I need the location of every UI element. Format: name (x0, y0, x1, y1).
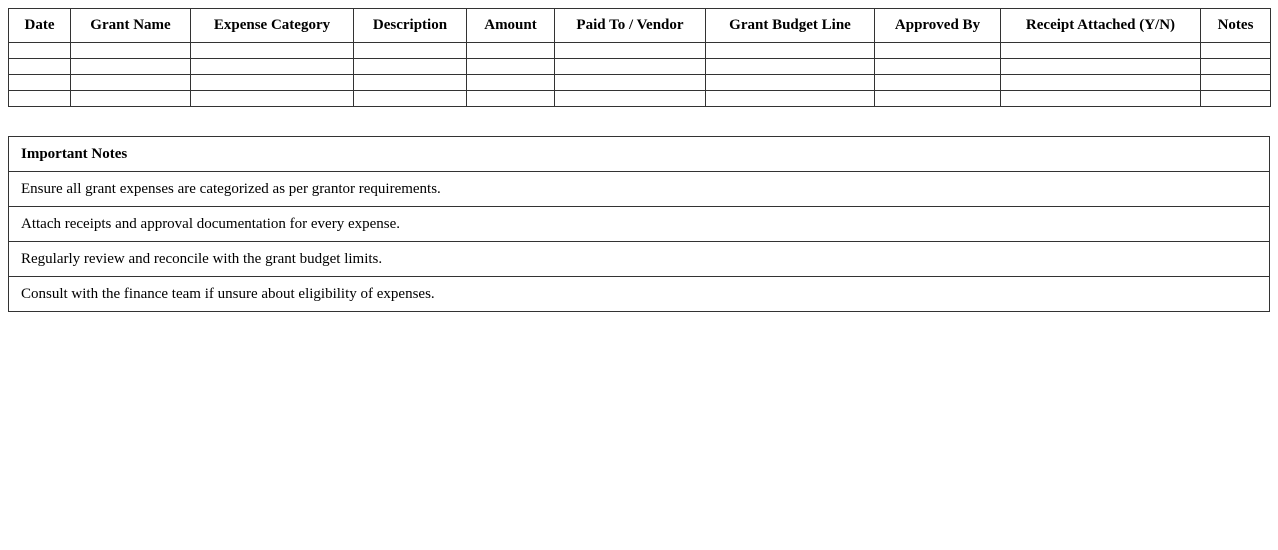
table-cell[interactable] (1201, 59, 1271, 75)
table-cell[interactable] (71, 59, 191, 75)
note-text: Ensure all grant expenses are categorized as per grantor requirements. (9, 172, 1270, 207)
table-cell[interactable] (1201, 91, 1271, 107)
important-notes-table (8, 136, 1270, 312)
table-cell[interactable] (191, 43, 354, 59)
table-cell[interactable] (1001, 43, 1201, 59)
table-cell[interactable] (875, 75, 1001, 91)
header-amount: Amount (467, 9, 555, 43)
list-item (9, 172, 1270, 207)
table-cell[interactable] (706, 75, 875, 91)
table-cell[interactable] (354, 43, 467, 59)
notes-title: Important Notes (9, 137, 1270, 172)
table-row (9, 59, 1271, 75)
note-text: Attach receipts and approval documentation for every expense. (9, 207, 1270, 242)
table-cell[interactable] (1001, 91, 1201, 107)
table-row (9, 43, 1271, 59)
table-cell[interactable] (191, 75, 354, 91)
table-row (9, 75, 1271, 91)
header-paid-to-vendor: Paid To / Vendor (555, 9, 706, 43)
header-approved-by: Approved By (875, 9, 1001, 43)
table-cell[interactable] (1201, 43, 1271, 59)
table-cell[interactable] (9, 75, 71, 91)
table-cell[interactable] (9, 91, 71, 107)
table-cell[interactable] (875, 59, 1001, 75)
notes-header-row (9, 137, 1270, 172)
expense-header-row (9, 9, 1271, 43)
table-cell[interactable] (467, 43, 555, 59)
table-cell[interactable] (191, 59, 354, 75)
table-cell[interactable] (706, 43, 875, 59)
table-cell[interactable] (71, 75, 191, 91)
header-receipt-attached: Receipt Attached (Y/N) (1001, 9, 1201, 43)
table-cell[interactable] (354, 75, 467, 91)
table-cell[interactable] (354, 59, 467, 75)
table-cell[interactable] (71, 91, 191, 107)
table-cell[interactable] (555, 75, 706, 91)
table-cell[interactable] (1201, 75, 1271, 91)
table-cell[interactable] (71, 43, 191, 59)
table-cell[interactable] (706, 91, 875, 107)
table-cell[interactable] (555, 59, 706, 75)
header-grant-budget-line: Grant Budget Line (706, 9, 875, 43)
list-item (9, 277, 1270, 312)
header-expense-category: Expense Category (191, 9, 354, 43)
table-cell[interactable] (467, 91, 555, 107)
table-cell[interactable] (467, 59, 555, 75)
header-date: Date (9, 9, 71, 43)
table-cell[interactable] (555, 43, 706, 59)
list-item (9, 242, 1270, 277)
table-cell[interactable] (1001, 75, 1201, 91)
table-cell[interactable] (9, 43, 71, 59)
note-text: Consult with the finance team if unsure about eligibility of expenses. (9, 277, 1270, 312)
header-grant-name: Grant Name (71, 9, 191, 43)
table-cell[interactable] (467, 75, 555, 91)
table-cell[interactable] (9, 59, 71, 75)
table-row (9, 91, 1271, 107)
list-item (9, 207, 1270, 242)
header-notes: Notes (1201, 9, 1271, 43)
table-cell[interactable] (875, 91, 1001, 107)
header-description: Description (354, 9, 467, 43)
table-cell[interactable] (354, 91, 467, 107)
table-cell[interactable] (191, 91, 354, 107)
table-cell[interactable] (555, 91, 706, 107)
table-cell[interactable] (1001, 59, 1201, 75)
table-cell[interactable] (875, 43, 1001, 59)
table-cell[interactable] (706, 59, 875, 75)
expense-table (8, 8, 1271, 107)
note-text: Regularly review and reconcile with the grant budget limits. (9, 242, 1270, 277)
